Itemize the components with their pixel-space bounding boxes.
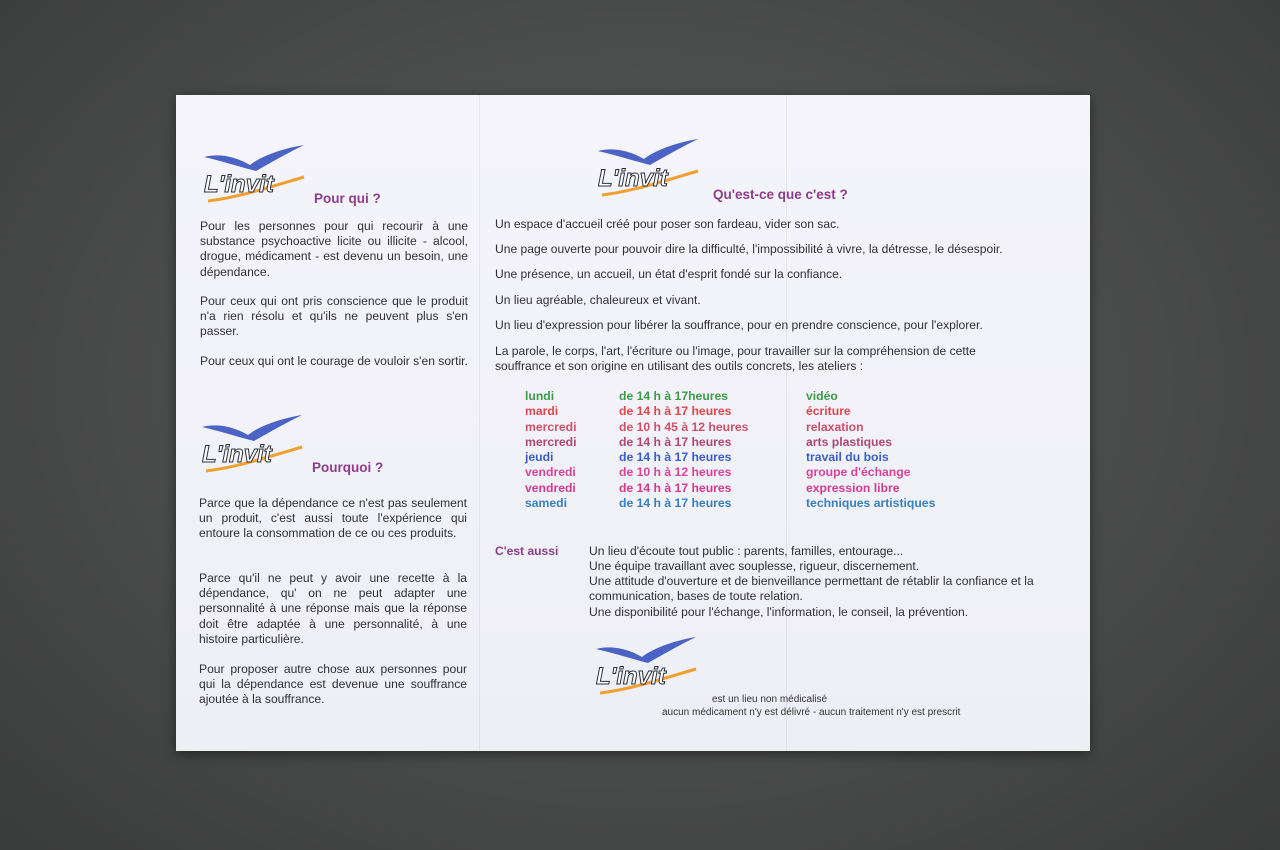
- schedule-day: vendredi: [525, 465, 576, 480]
- linvit-logo: [594, 137, 702, 197]
- schedule-activity: techniques artistiques: [806, 496, 936, 511]
- schedule-time: de 14 h à 17 heures: [619, 480, 732, 495]
- paragraph: Parce que la dépendance ce n'est pas seulement un produit, c'est aussi toute l'expérience qui entoure la consommation de ce ou ces produits.: [199, 496, 467, 541]
- schedule-activity: groupe d'échange: [806, 465, 911, 480]
- schedule-activity: arts plastiques: [806, 434, 893, 449]
- schedule-time: de 14 h à 17 heures: [619, 404, 732, 419]
- schedule-activities: [806, 389, 935, 511]
- logo-text: L'invit: [202, 441, 272, 468]
- heading-quest-ce-que-cest: Qu'est-ce que c'est ?: [713, 187, 848, 202]
- schedule-day: mercredi: [525, 434, 577, 449]
- paragraph: Pour les personnes pour qui recourir à une substance psychoactive licite ou illicite - alcool, drogue, médicament - est devenu un besoin, une dépendance.: [200, 219, 468, 279]
- cest-aussi-item: Un lieu d'écoute tout public : parents, familles, entourage...: [589, 544, 904, 558]
- linvit-logo: [198, 413, 306, 473]
- brochure-sheet: [176, 95, 1090, 751]
- cest-aussi-item: Une disponibilité pour l'échange, l'information, le conseil, la prévention.: [589, 605, 969, 619]
- linvit-logo: [592, 635, 700, 695]
- paragraph: Parce qu'il ne peut y avoir une recette à la dépendance, qu' on ne peut adapter une personnalité à une réponse mais que la réponse doit être adaptée à une personnalité, à une histoire particulière.: [199, 571, 467, 646]
- schedule-time: de 14 h à 17 heures: [619, 450, 732, 465]
- schedule-time: de 10 h à 12 heures: [619, 465, 732, 480]
- schedule-activity: expression libre: [806, 480, 900, 495]
- schedule-activity: écriture: [806, 404, 851, 419]
- heading-pourquoi: Pourquoi ?: [312, 460, 384, 475]
- paragraph: Pour ceux qui ont pris conscience que le produit n'a rien résolu et qu'ils ne peuvent plus s'en passer.: [200, 294, 468, 339]
- paragraph: Une page ouverte pour pouvoir dire la difficulté, l'impossibilité à vivre, la détresse, le désespoir.: [495, 242, 1003, 256]
- footer-line: est un lieu non médicalisé: [712, 694, 828, 705]
- schedule-activity: vidéo: [806, 389, 838, 403]
- paragraph: Un lieu agréable, chaleureux et vivant.: [495, 293, 701, 307]
- schedule-day: mercredi: [525, 419, 577, 434]
- fold-line: [479, 95, 480, 751]
- schedule-days: [525, 389, 577, 511]
- paragraph: Un espace d'accueil créé pour poser son fardeau, vider son sac.: [495, 217, 840, 231]
- schedule-day: samedi: [525, 496, 568, 511]
- cest-aussi-item: Une attitude d'ouverture et de bienveillance permettant de rétablir la confiance et la communication, bases de toute relation.: [589, 574, 1034, 604]
- schedule-day: mardi: [525, 404, 559, 419]
- schedule-activity: relaxation: [806, 419, 864, 434]
- schedule-day: lundi: [525, 389, 555, 403]
- schedule-day: vendredi: [525, 480, 576, 495]
- paragraph: La parole, le corps, l'art, l'écriture ou l'image, pour travailler sur la compréhension de cette souffrance et son origine en utilisant des outils concrets, les ateliers :: [495, 344, 976, 374]
- logo-text: L'invit: [204, 171, 274, 198]
- schedule-time: de 14 h à 17 heures: [619, 496, 732, 511]
- footer-line: aucun médicament n'y est délivré - aucun traitement n'y est prescrit: [662, 707, 961, 718]
- schedule-time: de 10 h 45 à 12 heures: [619, 419, 749, 434]
- cest-aussi-item: Une équipe travaillant avec souplesse, rigueur, discernement.: [589, 559, 920, 573]
- schedule-time: de 14 h à 17heures: [619, 389, 729, 403]
- logo-text: L'invit: [598, 165, 668, 192]
- heading-pour-qui: Pour qui ?: [314, 191, 381, 206]
- schedule-times: [619, 389, 748, 511]
- schedule-day: jeudi: [525, 450, 554, 465]
- paragraph: Un lieu d'expression pour libérer la souffrance, pour en prendre conscience, pour l'explorer.: [495, 318, 983, 332]
- paragraph: Pour ceux qui ont le courage de vouloir s'en sortir.: [200, 354, 468, 368]
- schedule-time: de 14 h à 17 heures: [619, 434, 732, 449]
- linvit-logo: [200, 143, 308, 203]
- cest-aussi-label: C'est aussi: [495, 544, 559, 558]
- paragraph: Pour proposer autre chose aux personnes pour qui la dépendance est devenue une souffrance ajoutée à la souffrance.: [199, 662, 467, 707]
- logo-text: L'invit: [596, 663, 666, 690]
- paragraph: Une présence, un accueil, un état d'esprit fondé sur la confiance.: [495, 267, 843, 281]
- schedule-activity: travail du bois: [806, 450, 889, 465]
